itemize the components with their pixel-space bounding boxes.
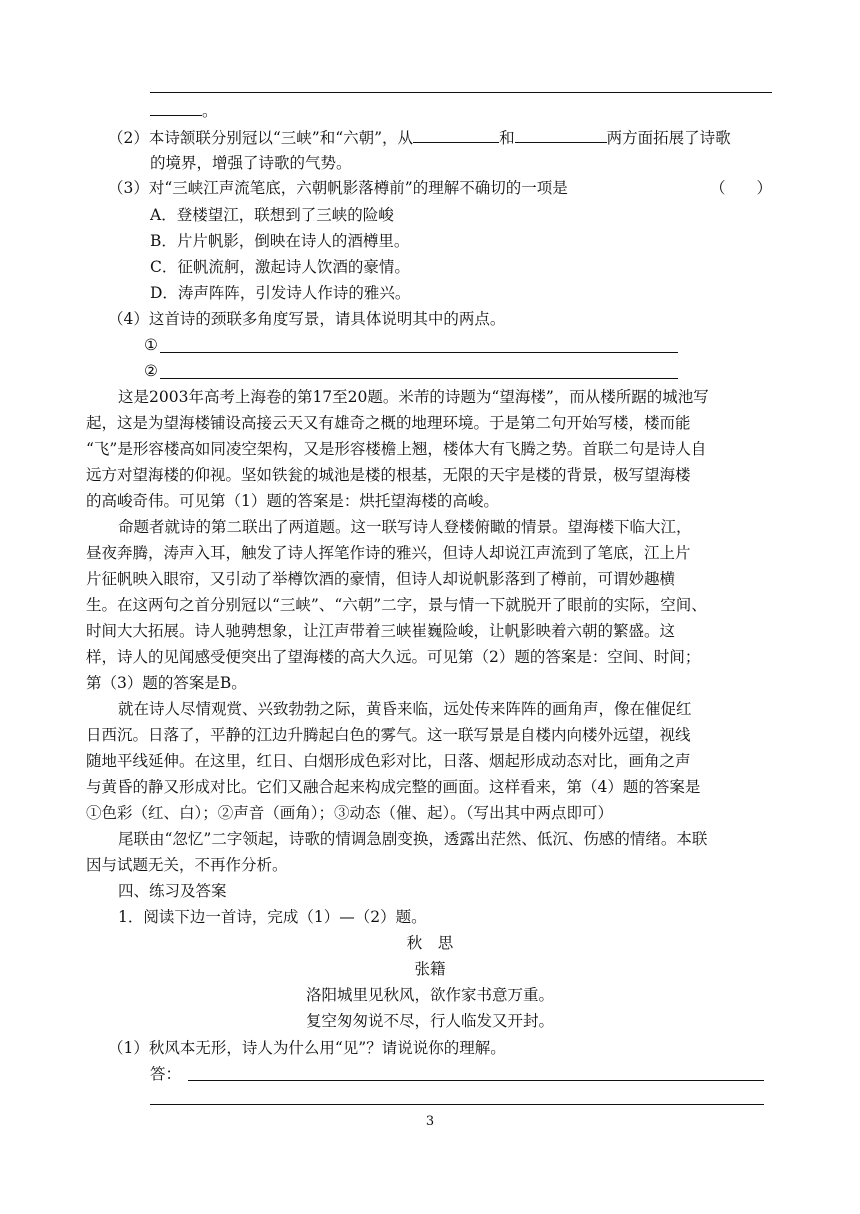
answer-line-tail (150, 100, 218, 122)
para3-line1: 就在诗人尽情观赏、兴致勃勃之际，黄昏来临，远处传来阵阵的画角声，像在催促红 (118, 700, 692, 718)
q2-text-a: （2）本诗颔联分别冠以“三峡”和“六朝”，从 (108, 129, 414, 147)
para1-line2: 起，这是为望海楼铺设高接云天又有雄奇之概的地理环境。于是第二句开始写楼，楼而能 (86, 414, 691, 432)
q3-option-b: B．片片帆影，倒映在诗人的酒樽里。 (150, 232, 410, 250)
para3-line5: ①色彩（红、白）；②声音（画角）；③动态（催、起）。（写出其中两点即可） (86, 804, 614, 822)
poem-line-2: 复空匆匆说不尽，行人临发又开封。 (305, 1012, 554, 1030)
q4-answer-line-2 (160, 378, 678, 379)
para2-line4: 生。在这两句之首分别冠以“三峡”、“六朝”二字，景与情一下就脱开了眼前的实际，空间、 (86, 596, 707, 614)
q3-option-a: A．登楼望江，联想到了三峡的险峻 (150, 206, 394, 224)
answer-tail-text: 。 (202, 102, 218, 120)
q3-answer-paren: （ ） (710, 179, 773, 197)
q4-answer-1 (144, 334, 158, 356)
para2-line2: 昼夜奔腾，涛声入耳，触发了诗人挥笔作诗的雅兴，但诗人却说江声流到了笔底，江上片 (86, 544, 691, 562)
para4-line2: 因与试题无关，不再作分析。 (86, 856, 288, 874)
para3-line4: 与黄昏的静又形成对比。它们又融合起来构成完整的画面。这样看来，第（4）题的答案是 (86, 778, 701, 796)
q2-line2: 的境界，增强了诗歌的气势。 (150, 154, 352, 172)
q4-answer-line-1 (160, 352, 678, 353)
q2-text-c: 两方面拓展了诗歌 (606, 129, 731, 147)
poem-line-1: 洛阳城里见秋风，欲作家书意万重。 (305, 986, 554, 1004)
para3-line3: 随地平线延伸。在这里，红日、白烟形成色彩对比，日落、烟起形成动态对比，画角之声 (86, 752, 691, 770)
answer-label: 答： (150, 1065, 182, 1083)
sub1-answer-line-2 (150, 1104, 764, 1105)
para1-line5: 的高峻奇伟。可见第（1）题的答案是：烘托望海楼的高峻。 (86, 492, 499, 510)
q4-stem: （4）这首诗的颈联多角度写景，请具体说明其中的两点。 (108, 310, 506, 328)
exercise1-stem: 1．阅读下边一首诗，完成（1）—（2）题。 (118, 908, 427, 926)
q4-answer-2 (144, 360, 158, 382)
q4-mark-2: ② (144, 362, 158, 380)
q2-blank-2 (515, 128, 607, 143)
para3-line2: 日西沉。日落了，平静的江边升腾起白色的雾气。这一联写景是自楼内向楼外远望，视线 (86, 726, 691, 744)
answer-line (150, 92, 772, 93)
q3-option-d: D．涛声阵阵，引发诗人作诗的雅兴。 (150, 284, 411, 302)
answer-blank (150, 101, 202, 116)
para1-line1: 这是2003年高考上海卷的第17至20题。米芾的诗题为“望海楼”，而从楼所踞的城池写 (118, 388, 709, 406)
para2-line6: 样，诗人的见闻感受便突出了望海楼的高大久远。可见第（2）题的答案是：空间、时间； (86, 648, 701, 666)
q2-blank-1 (413, 128, 499, 143)
para2-line1: 命题者就诗的第二联出了两道题。这一联写诗人登楼俯瞰的情景。望海楼下临大江， (118, 518, 692, 536)
q2-text-b: 和 (499, 129, 515, 147)
poem-author: 张籍 (414, 960, 446, 978)
para1-line4: 远方对望海楼的仰视。坚如铁瓮的城池是楼的根基，无限的天宇是楼的背景，极写望海楼 (86, 466, 691, 484)
q3-option-c: C．征帆流舸，激起诗人饮酒的豪情。 (150, 258, 410, 276)
page-number: 3 (425, 1114, 435, 1129)
para2-line3: 片征帆映入眼帘，又引动了举樽饮酒的豪情，但诗人却说帆影落到了樽前，可谓妙趣横 (86, 570, 676, 588)
q4-mark-1: ① (144, 336, 158, 354)
q3-stem: （3）对“三峡江声流笔底，六朝帆影落樽前”的理解不确切的一项是 (108, 179, 568, 197)
para2-line7: 第（3）题的答案是B。 (86, 674, 247, 692)
q2-line1 (108, 127, 731, 149)
para2-line5: 时间大大拓展。诗人驰骋想象，让江声带着三峡崔巍险峻，让帆影映着六朝的繁盛。这 (86, 622, 676, 640)
para4-line1: 尾联由“忽忆”二字领起，诗歌的情调急剧变换，透露出茫然、低沉、伤感的情绪。本联 (118, 830, 708, 848)
sub1-question: （1）秋风本无形，诗人为什么用“见”？请说说你的理解。 (108, 1039, 506, 1057)
poem-title: 秋 思 (406, 934, 454, 952)
section4-heading: 四、练习及答案 (118, 882, 227, 900)
sub1-answer-line-1 (188, 1080, 764, 1081)
para1-line3: “飞”是形容楼高如同凌空架构，又是形容楼檐上翘，楼体大有飞腾之势。首联二句是诗人自 (86, 440, 707, 458)
